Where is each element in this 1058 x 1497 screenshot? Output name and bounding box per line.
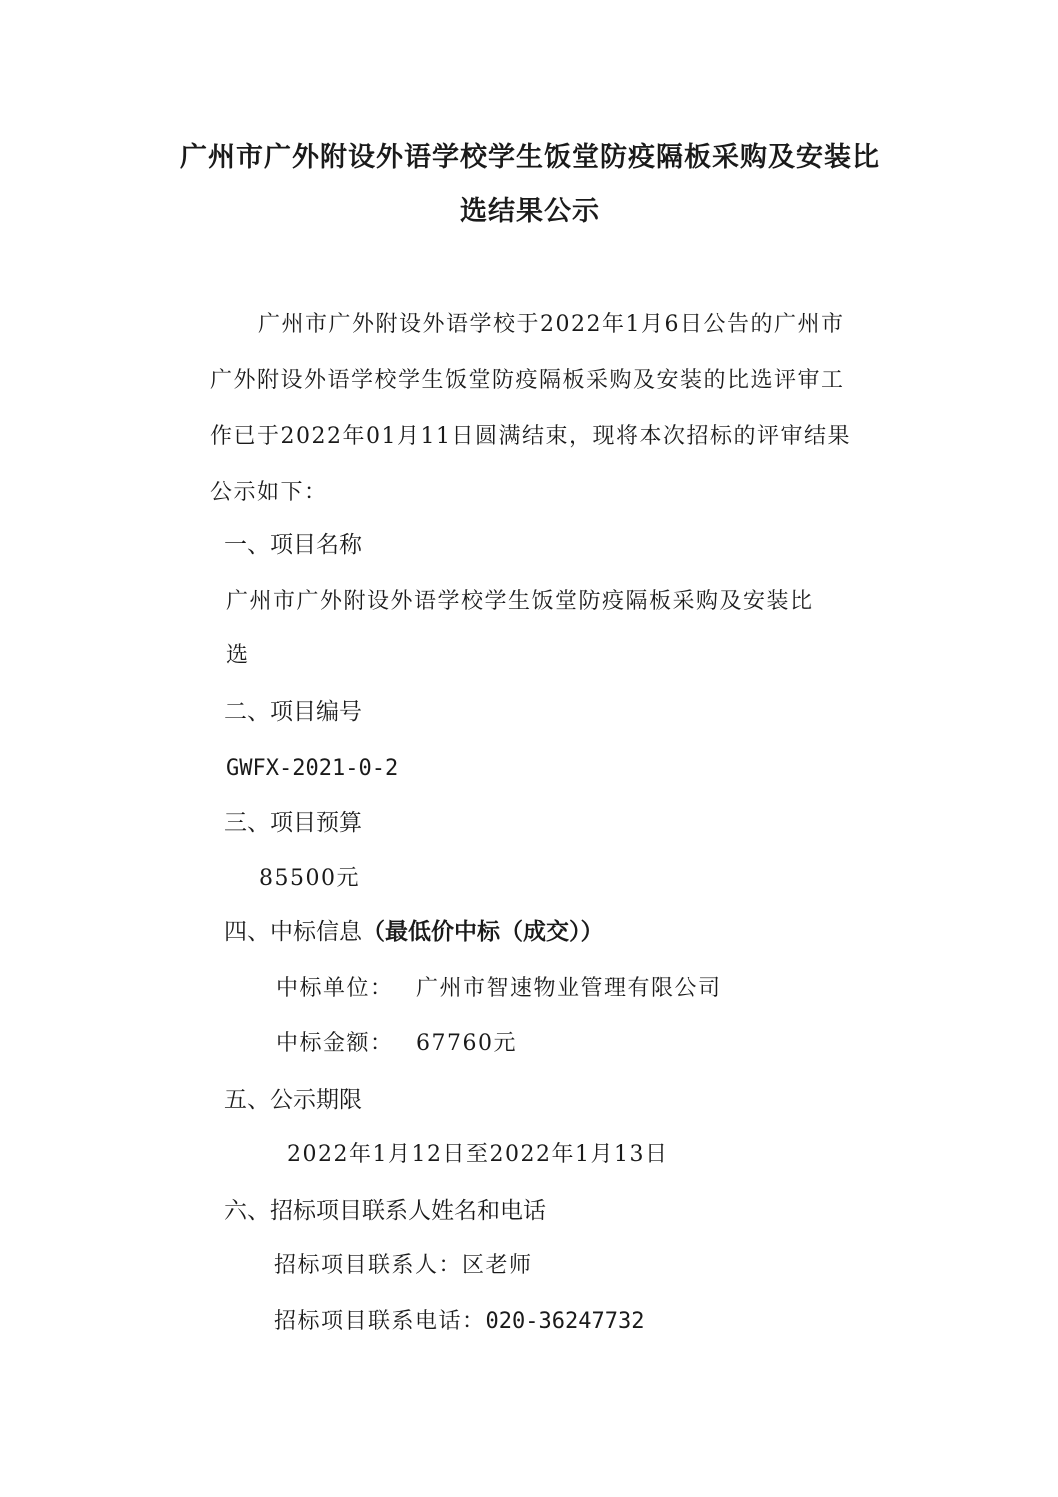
section-4-heading-prefix: 四、中标信息 — [224, 919, 362, 945]
notice-period: 2022年1月12日至2022年1月13日 — [287, 1142, 669, 1167]
document-title-line-2: 选结果公示 — [460, 196, 600, 227]
contact-label: 招标项目联系人： — [274, 1253, 463, 1278]
phone-value: 020-36247732 — [485, 1309, 645, 1334]
phone-label: 招标项目联系电话： — [274, 1309, 486, 1334]
project-name-line-2: 选 — [226, 643, 250, 668]
section-1-heading: 一、项目名称 — [224, 532, 362, 558]
section-6-heading: 六、招标项目联系人姓名和电话 — [224, 1198, 546, 1224]
section-4-heading-bold: （最低价中标（成交）） — [362, 919, 604, 945]
section-4-heading — [224, 917, 604, 947]
intro-line-4: 公示如下： — [210, 480, 328, 505]
winner-row — [276, 974, 722, 1004]
contact-value: 区老师 — [462, 1253, 533, 1278]
section-2-heading: 二、项目编号 — [224, 699, 362, 725]
phone-row — [274, 1307, 644, 1337]
project-number: GWFX-2021-0-2 — [226, 756, 399, 781]
intro-line-3: 作已于2022年01月11日圆满结束，现将本次招标的评审结果 — [210, 424, 851, 449]
intro-line-2: 广外附设外语学校学生饭堂防疫隔板采购及安装的比选评审工 — [210, 368, 845, 393]
winner-value: 广州市智速物业管理有限公司 — [416, 976, 722, 1001]
section-5-heading: 五、公示期限 — [224, 1087, 362, 1113]
project-budget: 85500元 — [259, 866, 360, 891]
contact-row — [274, 1251, 533, 1281]
section-3-heading: 三、项目预算 — [224, 810, 362, 836]
project-name-line-1: 广州市广外附设外语学校学生饭堂防疫隔板采购及安装比 — [226, 589, 814, 614]
winner-label: 中标单位： — [276, 976, 394, 1001]
intro-line-1: 广州市广外附设外语学校于2022年1月6日公告的广州市 — [258, 312, 845, 337]
amount-row — [276, 1029, 517, 1059]
document-title-line-1: 广州市广外附设外语学校学生饭堂防疫隔板采购及安装比 — [180, 142, 880, 173]
amount-label: 中标金额： — [276, 1031, 394, 1056]
amount-value: 67760元 — [416, 1031, 518, 1056]
